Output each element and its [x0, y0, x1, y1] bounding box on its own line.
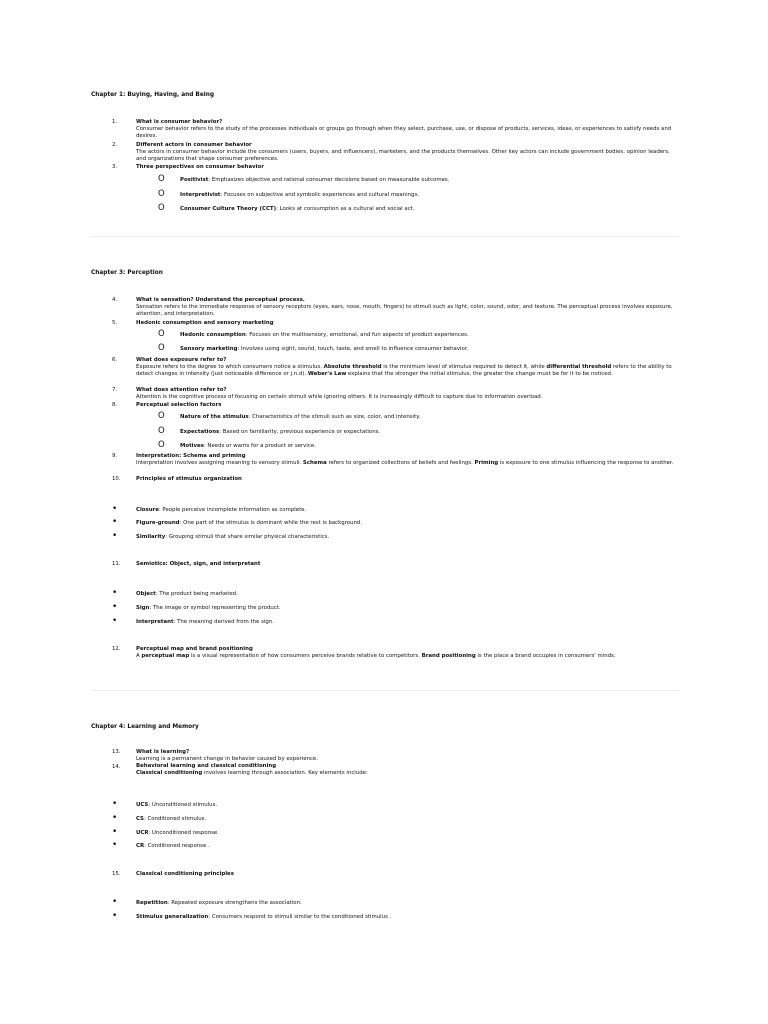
item-stimulus-organization	[136, 476, 676, 483]
circle-marker-icon: O	[158, 189, 165, 199]
item-classical-conditioning	[136, 763, 676, 777]
item-heading: What does attention refer to?	[136, 387, 227, 393]
item-number: 4.	[112, 297, 118, 303]
term: Interpretivist	[180, 192, 221, 198]
item-schema-priming	[136, 453, 676, 467]
item-selection-factors	[136, 402, 676, 409]
bullet-icon: •	[112, 588, 118, 598]
term: Positivist	[180, 177, 209, 183]
term: Sensory marketing	[180, 346, 238, 352]
bullet-icon: •	[112, 504, 118, 514]
bullet-icon: •	[112, 602, 118, 612]
item-perceptual-map	[136, 646, 676, 660]
item-semiotics	[136, 561, 676, 568]
item-number: 9.	[112, 453, 118, 459]
item-number: 2.	[112, 142, 118, 148]
desc: Focuses on subjective and symbolic experiences and cultural meanings.	[224, 192, 419, 198]
item-number: 8.	[112, 402, 118, 408]
bullet-icon: •	[112, 799, 118, 809]
item-heading: What does exposure refer to?	[136, 357, 227, 363]
chapter-1-title: Chapter 1: Buying, Having, and Being	[91, 92, 215, 98]
item-heading: Principles of stimulus organization	[136, 476, 242, 482]
item-heading: Three perspectives on consumer behavior	[136, 164, 264, 170]
desc: People perceive incomplete information as complete.	[162, 507, 307, 513]
desc: Conditioned response .	[147, 843, 210, 849]
item-perspectives	[136, 164, 676, 171]
bullet-icon: •	[112, 531, 118, 541]
circle-marker-icon: O	[158, 329, 165, 339]
item-heading: Different actors in consumer behavior	[136, 142, 252, 148]
desc: The product being marketed.	[159, 591, 238, 597]
term: Object	[136, 591, 156, 597]
item-text: Classical conditioning involves learning through association. Key elements include:	[136, 770, 368, 776]
term: Consumer Culture Theory (CCT)	[180, 206, 277, 212]
circle-marker-icon: O	[158, 203, 165, 213]
item-heading: Behavioral learning and classical conditioning	[136, 763, 277, 769]
desc: Unconditioned stimulus.	[151, 802, 218, 808]
term: Closure	[136, 507, 159, 513]
term: Hedonic consumption	[180, 332, 246, 338]
item-hedonic	[136, 320, 676, 327]
item-number: 12.	[112, 646, 121, 652]
item-text: Exposure refers to the degree to which consumers notice a stimulus. Absolute threshold is the minimum level of stimulus required to detect it, while differential threshold refers to the ability to detect changes in intensity (just noticeable difference or j.n.d). Weber's Law explains that the stronger the initial stimulus, the greater the change must be for it to be noticed.	[136, 364, 672, 377]
desc: Grouping stimuli that share similar physical characteristics.	[168, 534, 330, 540]
chapter-4-title: Chapter 4: Learning and Memory	[91, 724, 199, 730]
item-heading: Classical conditioning principles	[136, 871, 234, 877]
item-heading: What is consumer behavior?	[136, 119, 223, 125]
bullet-icon: •	[112, 827, 118, 837]
term: CR	[136, 843, 145, 849]
term: Interpretant	[136, 619, 174, 625]
section-divider	[91, 690, 679, 691]
desc: Unconditioned response.	[152, 830, 219, 836]
item-conditioning-principles	[136, 871, 676, 878]
item-heading: What is learning?	[136, 749, 190, 755]
item-text: Consumer behavior refers to the study of the processes individuals or groups go through when they select, purchase, use, or dispose of products, services, ideas, or experiences to satisfy needs and desires.	[136, 126, 672, 139]
circle-marker-icon: O	[158, 343, 165, 353]
term: Figure-ground	[136, 520, 180, 526]
item-number: 11.	[112, 561, 121, 567]
item-text: Learning is a permanent change in behavior caused by experience.	[136, 756, 318, 762]
item-text: Sensation refers to the immediate response of sensory receptors (eyes, ears, nose, mouth, fingers) to stimuli such as light, color, sound, odor, and texture. The perceptual process involves exposure, attention, and interpretation.	[136, 304, 673, 317]
item-number: 6.	[112, 357, 118, 363]
item-text: Attention is the cognitive process of focusing on certain stimuli while ignoring others. It is increasingly difficult to capture due to information overload.	[136, 394, 543, 400]
item-heading: Semiotics: Object, sign, and interpretant	[136, 561, 261, 567]
item-exposure	[136, 357, 676, 378]
item-number: 3.	[112, 164, 118, 170]
term: CS	[136, 816, 144, 822]
item-sensation	[136, 297, 676, 318]
item-learning	[136, 749, 676, 763]
desc: Needs or wants for a product or service.	[207, 443, 316, 449]
item-heading: Hedonic consumption and sensory marketing	[136, 320, 274, 326]
term: Stimulus generalization	[136, 914, 209, 920]
item-attention	[136, 387, 676, 401]
item-heading: Perceptual map and brand positioning	[136, 646, 253, 652]
section-divider	[91, 236, 679, 237]
desc: Emphasizes objective and rational consumer decisions based on measurable outcomes.	[211, 177, 450, 183]
item-heading: What is sensation? Understand the perceptual process.	[136, 297, 305, 303]
desc: Involves using sight, sound, touch, taste, and smell to influence consumer behavior.	[241, 346, 469, 352]
term: UCS	[136, 802, 149, 808]
item-consumer-behavior	[136, 119, 676, 140]
term: Expectations	[180, 429, 220, 435]
item-number: 7.	[112, 387, 118, 393]
term: Sign	[136, 605, 150, 611]
desc: Focuses on the multisensory, emotional, and fun aspects of product experiences.	[249, 332, 469, 338]
item-text: Interpretation involves assigning meaning to sensory stimuli. Schema refers to organized collections of beliefs and feelings. Priming is exposure to one stimulus influencing the response to another.	[136, 460, 674, 466]
term: Repetition	[136, 900, 168, 906]
term: UCR	[136, 830, 149, 836]
term: Similarity	[136, 534, 166, 540]
term: Motives	[180, 443, 204, 449]
desc: Based on familiarity, previous experience or expectations.	[222, 429, 381, 435]
bullet-icon: •	[112, 517, 118, 527]
bullet-icon: •	[112, 897, 118, 907]
desc: Conditioned stimulus.	[147, 816, 207, 822]
desc: Repeated exposure strengthens the association.	[171, 900, 302, 906]
bullet-icon: •	[112, 840, 118, 850]
circle-marker-icon: O	[158, 174, 165, 184]
desc: Characteristics of the stimuli such as size, color, and intensity.	[252, 414, 421, 420]
desc: Consumers respond to stimuli similar to the conditioned stimulus .	[211, 914, 392, 920]
item-heading: Perceptual selection factors	[136, 402, 222, 408]
chapter-3-title: Chapter 3: Perception	[91, 270, 163, 276]
item-number: 10.	[112, 476, 121, 482]
item-number: 15.	[112, 871, 121, 877]
item-text: A perceptual map is a visual representation of how consumers perceive brands relative to competitors. Brand positioning is the place a brand occupies in consumers' minds.	[136, 653, 616, 659]
circle-marker-icon: O	[158, 426, 165, 436]
circle-marker-icon: O	[158, 440, 165, 450]
bullet-icon: •	[112, 813, 118, 823]
bullet-icon: •	[112, 616, 118, 626]
desc: The meaning derived from the sign.	[177, 619, 274, 625]
desc: One part of the stimulus is dominant while the rest is background.	[183, 520, 363, 526]
desc: Looks at consumption as a cultural and social act.	[279, 206, 415, 212]
bullet-icon: •	[112, 911, 118, 921]
item-number: 14.	[112, 764, 121, 770]
item-number: 5.	[112, 320, 118, 326]
item-heading: Interpretation: Schema and priming	[136, 453, 246, 459]
desc: The image or symbol representing the product.	[152, 605, 281, 611]
term: Nature of the stimulus	[180, 414, 249, 420]
item-text: The actors in consumer behavior include the consumers (users, buyers, and influencers), marketers, and the products themselves. Other key actors can include government bodies, opinion leaders, and organizations that shape consumer preferences.	[136, 149, 670, 162]
item-number: 13.	[112, 749, 121, 755]
item-number: 1.	[112, 119, 118, 125]
item-actors	[136, 142, 676, 163]
circle-marker-icon: O	[158, 411, 165, 421]
